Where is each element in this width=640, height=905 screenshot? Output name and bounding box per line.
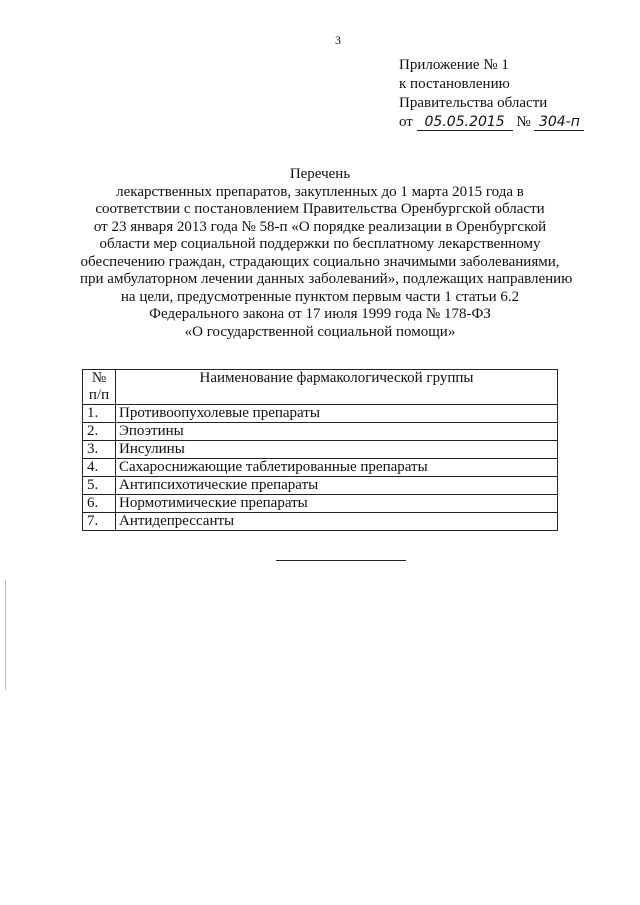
appendix-line-3: Правительства области bbox=[399, 95, 548, 111]
row-group-name: Эпоэтины bbox=[116, 423, 558, 441]
row-number: 6. bbox=[83, 495, 116, 513]
handwritten-date: 05.05.2015 bbox=[417, 115, 513, 131]
row-number: 4. bbox=[83, 459, 116, 477]
row-number: 2. bbox=[83, 423, 116, 441]
title-line: обеспечению граждан, страдающих социально значимыми заболеваниями, bbox=[80, 253, 560, 270]
scan-margin-mark bbox=[5, 580, 6, 690]
row-group-name: Антипсихотические препараты bbox=[116, 477, 558, 495]
header-number-line-1: № bbox=[91, 370, 107, 386]
row-number: 5. bbox=[83, 477, 116, 495]
appendix-line-1: Приложение № 1 bbox=[399, 57, 509, 73]
row-group-name: Сахароснижающие таблетированные препараты bbox=[116, 459, 558, 477]
end-of-document-rule bbox=[276, 560, 406, 561]
table-row bbox=[83, 513, 558, 531]
table-row bbox=[83, 459, 558, 477]
header-group-name: Наименование фармакологической группы bbox=[116, 370, 558, 405]
appendix-line-2: к постановлению bbox=[399, 76, 510, 92]
row-group-name: Противоопухолевые препараты bbox=[116, 405, 558, 423]
table-header-row bbox=[83, 370, 558, 405]
row-number: 7. bbox=[83, 513, 116, 531]
title-line: Федерального закона от 17 июля 1999 года № 178-ФЗ bbox=[149, 306, 491, 322]
title-line: области мер социальной поддержки по бесплатному лекарственному bbox=[99, 236, 541, 252]
header-number bbox=[83, 370, 116, 405]
header-number-line-2: п/п bbox=[88, 387, 110, 403]
title-line: при амбулаторном лечении данных заболеваний», подлежащих направлению bbox=[80, 271, 573, 287]
document-heading: Перечень bbox=[289, 166, 351, 182]
row-number: 3. bbox=[83, 441, 116, 459]
appendix-date-line bbox=[399, 113, 584, 132]
table-row bbox=[83, 495, 558, 513]
document-title-block bbox=[80, 166, 573, 341]
table-row bbox=[83, 405, 558, 423]
title-line: от 23 января 2013 года № 58-п «О порядке реализации в Оренбургской bbox=[93, 218, 547, 235]
title-line: «О государственной социальной помощи» bbox=[184, 323, 456, 340]
row-group-name: Инсулины bbox=[116, 441, 558, 459]
table-row bbox=[83, 441, 558, 459]
title-line: лекарственных препаратов, закупленных до 1 марта 2015 года в bbox=[116, 183, 524, 200]
page-number: 3 bbox=[335, 33, 341, 47]
table-row bbox=[83, 477, 558, 495]
number-prefix: № bbox=[516, 114, 531, 130]
row-number: 1. bbox=[83, 405, 116, 423]
pharmacological-groups-table bbox=[82, 369, 558, 531]
table-row bbox=[83, 423, 558, 441]
row-group-name: Антидепрессанты bbox=[116, 513, 558, 531]
date-prefix: от bbox=[399, 114, 413, 130]
handwritten-number: 304-п bbox=[534, 115, 584, 131]
row-group-name: Нормотимические препараты bbox=[116, 495, 558, 513]
title-line: соответствии с постановлением Правительства Оренбургской области bbox=[95, 201, 545, 217]
title-line: на цели, предусмотренные пунктом первым части 1 статьи 6.2 bbox=[120, 288, 520, 305]
appendix-block bbox=[399, 56, 584, 132]
